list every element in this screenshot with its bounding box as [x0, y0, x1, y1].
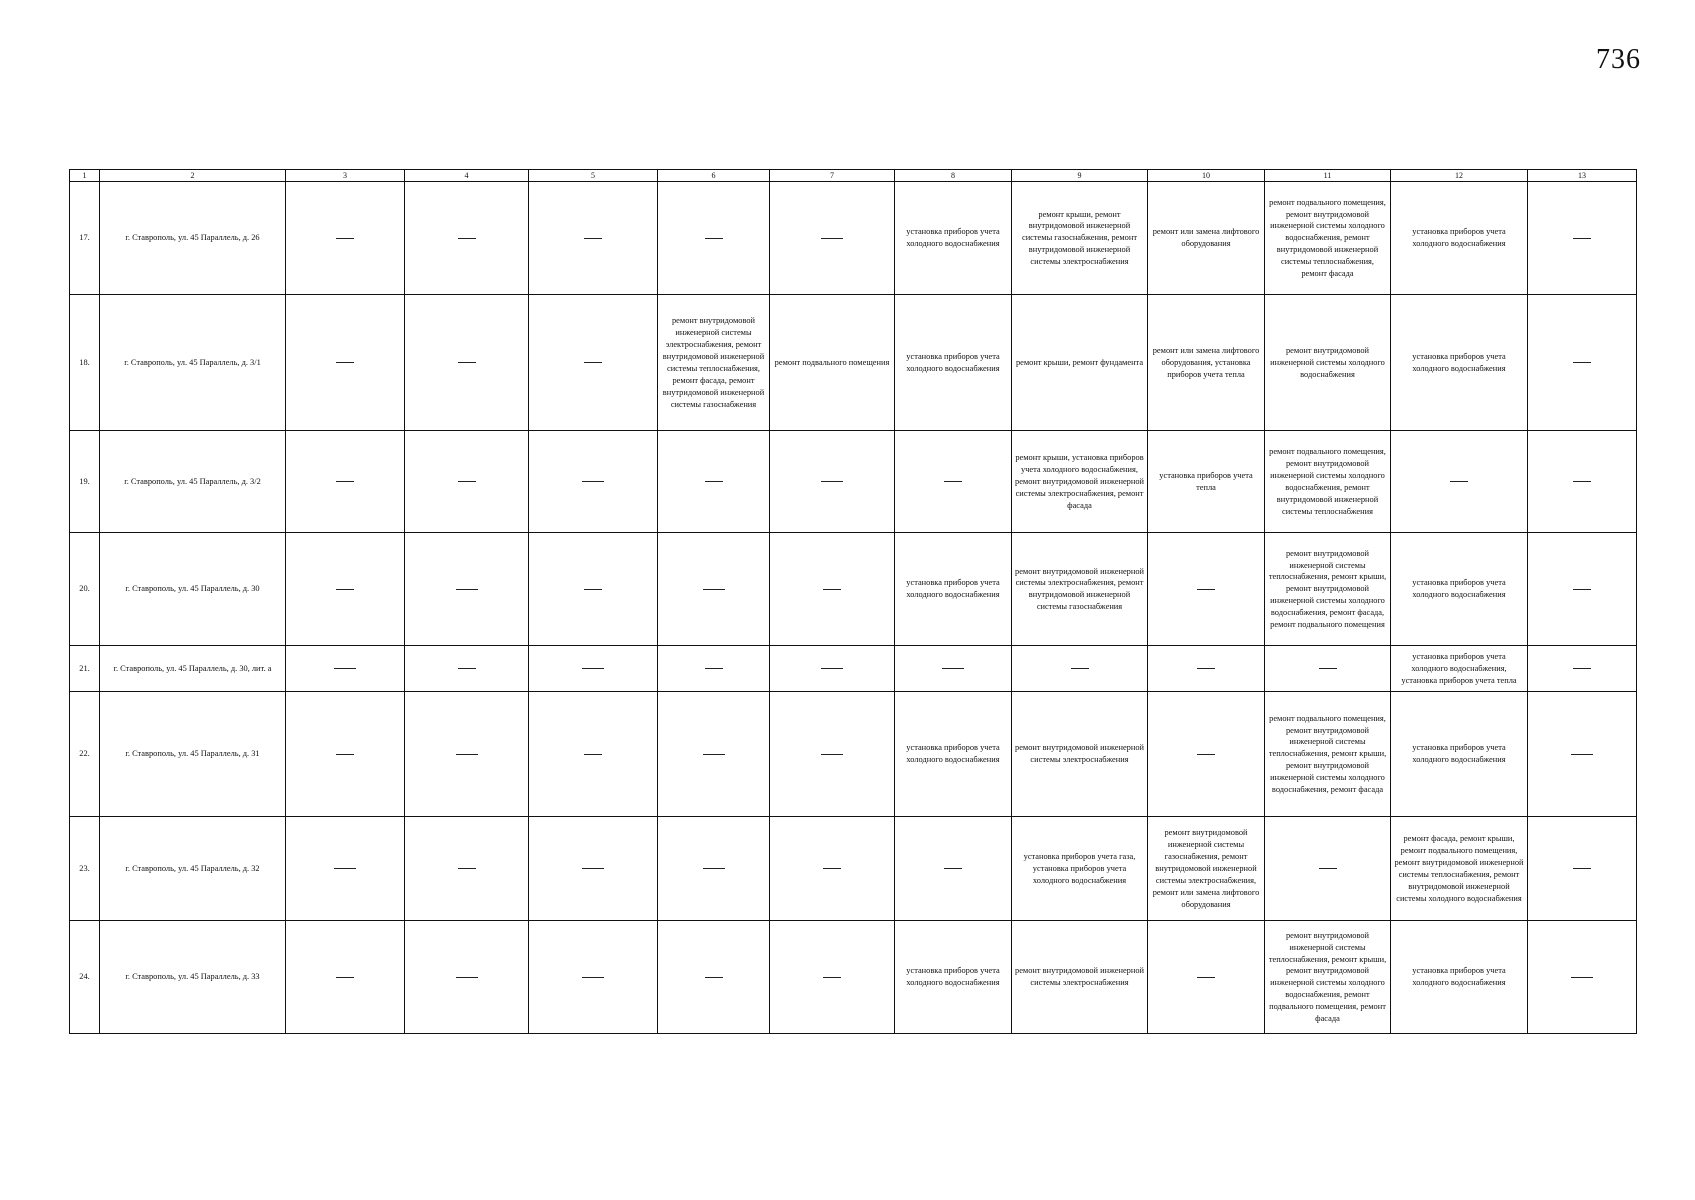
- empty-dash: [336, 754, 354, 755]
- row-number: 18.: [70, 295, 100, 431]
- work-cell-col-7: [770, 533, 895, 646]
- empty-dash: [334, 868, 356, 869]
- table-row: [70, 817, 1637, 921]
- work-cell-col-5: [529, 431, 658, 533]
- work-cell-col-5: [529, 921, 658, 1034]
- work-cell-col-6: [658, 533, 770, 646]
- work-cell-col-10: [1148, 817, 1265, 921]
- empty-dash: [458, 238, 476, 239]
- work-cell-col-12: [1391, 295, 1528, 431]
- work-cell-col-4: [405, 921, 529, 1034]
- empty-dash: [1319, 668, 1337, 669]
- work-cell-col-11: [1265, 533, 1391, 646]
- row-number: 21.: [70, 646, 100, 692]
- work-description: установка приборов учета холодного водоснабжения: [906, 578, 1000, 600]
- empty-dash: [584, 362, 602, 363]
- work-cell-col-5: [529, 646, 658, 692]
- work-cell-col-7: [770, 431, 895, 533]
- row-number: 19.: [70, 431, 100, 533]
- empty-dash: [1573, 668, 1591, 669]
- work-description: ремонт внутридомовой инженерной системы теплоснабжения, ремонт крыши, ремонт внутридомовой инженерной системы холодного водоснабжения, ремонт подвального помещения, ремонт фасада: [1268, 930, 1387, 1024]
- work-description: установка приборов учета тепла: [1159, 470, 1253, 492]
- empty-dash: [336, 238, 354, 239]
- work-description: ремонт внутридомовой инженерной системы электроснабжения: [1015, 743, 1145, 765]
- work-description: установка приборов учета холодного водоснабжения: [1412, 743, 1506, 765]
- empty-dash: [1573, 238, 1591, 239]
- empty-dash: [821, 668, 843, 669]
- work-cell-col-6: [658, 182, 770, 295]
- work-cell-col-6: [658, 817, 770, 921]
- work-cell-col-13: [1528, 921, 1637, 1034]
- work-cell-col-3: [286, 533, 405, 646]
- work-cell-col-9: [1012, 646, 1148, 692]
- table-row: [70, 431, 1637, 533]
- work-cell-col-5: [529, 817, 658, 921]
- work-cell-col-3: [286, 646, 405, 692]
- empty-dash: [944, 868, 962, 869]
- work-cell-col-4: [405, 533, 529, 646]
- column-number-9: 9: [1012, 170, 1148, 182]
- work-cell-col-13: [1528, 817, 1637, 921]
- work-cell-col-13: [1528, 692, 1637, 817]
- work-cell-col-3: [286, 182, 405, 295]
- work-description: ремонт крыши, ремонт внутридомовой инженерной системы газоснабжения, ремонт внутридомовой инженерной системы электроснабжения: [1021, 209, 1138, 267]
- building-address: г. Ставрополь, ул. 45 Параллель, д. 3/1: [100, 295, 286, 431]
- column-number-13: 13: [1528, 170, 1637, 182]
- work-cell-col-7: [770, 646, 895, 692]
- empty-dash: [942, 668, 964, 669]
- empty-dash: [1573, 362, 1591, 363]
- empty-dash: [1573, 589, 1591, 590]
- work-cell-col-4: [405, 646, 529, 692]
- work-cell-col-5: [529, 692, 658, 817]
- work-cell-col-11: [1265, 295, 1391, 431]
- work-cell-col-10: [1148, 921, 1265, 1034]
- work-cell-col-13: [1528, 533, 1637, 646]
- empty-dash: [584, 238, 602, 239]
- empty-dash: [944, 481, 962, 482]
- work-description: установка приборов учета холодного водоснабжения: [1412, 351, 1506, 373]
- work-description: ремонт или замена лифтового оборудования: [1152, 227, 1260, 249]
- work-description: ремонт крыши, установка приборов учета холодного водоснабжения, ремонт внутридомовой инженерной системы электроснабжения, ремонт фасада: [1015, 453, 1145, 510]
- work-cell-col-8: [895, 295, 1012, 431]
- empty-dash: [1197, 668, 1215, 669]
- empty-dash: [703, 754, 725, 755]
- work-cell-col-10: [1148, 646, 1265, 692]
- work-cell-col-8: [895, 182, 1012, 295]
- work-cell-col-4: [405, 431, 529, 533]
- empty-dash: [336, 481, 354, 482]
- work-cell-col-10: [1148, 431, 1265, 533]
- work-description: ремонт внутридомовой инженерной системы холодного водоснабжения: [1270, 345, 1385, 379]
- table-row: [70, 182, 1637, 295]
- work-description: установка приборов учета холодного водоснабжения: [906, 966, 1000, 988]
- work-cell-col-12: [1391, 921, 1528, 1034]
- building-address: г. Ставрополь, ул. 45 Параллель, д. 32: [100, 817, 286, 921]
- empty-dash: [703, 868, 725, 869]
- work-description: ремонт фасада, ремонт крыши, ремонт подвального помещения, ремонт внутридомовой инженерной системы теплоснабжения, ремонт внутридомовой инженерной системы холодного водоснабжения: [1394, 834, 1524, 903]
- empty-dash: [336, 589, 354, 590]
- table-row: [70, 921, 1637, 1034]
- work-cell-col-12: [1391, 182, 1528, 295]
- work-cell-col-7: [770, 921, 895, 1034]
- work-cell-col-5: [529, 295, 658, 431]
- work-cell-col-9: [1012, 431, 1148, 533]
- column-number-11: 11: [1265, 170, 1391, 182]
- work-cell-col-3: [286, 692, 405, 817]
- work-cell-col-12: [1391, 646, 1528, 692]
- empty-dash: [1319, 868, 1337, 869]
- empty-dash: [1573, 868, 1591, 869]
- table-row: [70, 692, 1637, 817]
- column-number-6: 6: [658, 170, 770, 182]
- empty-dash: [823, 868, 841, 869]
- building-address: г. Ставрополь, ул. 45 Параллель, д. 30, лит. а: [100, 646, 286, 692]
- building-address: г. Ставрополь, ул. 45 Параллель, д. 33: [100, 921, 286, 1034]
- work-cell-col-7: [770, 295, 895, 431]
- work-description: ремонт крыши, ремонт фундамента: [1015, 357, 1144, 367]
- capital-repair-table: [69, 169, 1637, 1034]
- empty-dash: [705, 668, 723, 669]
- empty-dash: [336, 977, 354, 978]
- work-cell-col-4: [405, 182, 529, 295]
- table-row: [70, 295, 1637, 431]
- work-cell-col-10: [1148, 692, 1265, 817]
- empty-dash: [821, 754, 843, 755]
- work-cell-col-3: [286, 431, 405, 533]
- work-cell-col-8: [895, 533, 1012, 646]
- column-number-3: 3: [286, 170, 405, 182]
- work-cell-col-12: [1391, 533, 1528, 646]
- work-description: ремонт внутридомовой инженерной системы газоснабжения, ремонт внутридомовой инженерной системы электроснабжения, ремонт или замена лифтового оборудования: [1152, 828, 1260, 909]
- empty-dash: [823, 977, 841, 978]
- work-cell-col-9: [1012, 692, 1148, 817]
- work-cell-col-11: [1265, 921, 1391, 1034]
- work-cell-col-3: [286, 817, 405, 921]
- work-description: ремонт внутридомовой инженерной системы электроснабжения, ремонт внутридомовой инженерной системы теплоснабжения, ремонт фасада, ремонт внутридомовой инженерной системы газоснабжения: [662, 316, 765, 409]
- work-description: ремонт или замена лифтового оборудования, установка приборов учета тепла: [1152, 345, 1260, 379]
- empty-dash: [1197, 977, 1215, 978]
- row-number: 23.: [70, 817, 100, 921]
- empty-dash: [821, 238, 843, 239]
- row-number: 22.: [70, 692, 100, 817]
- work-cell-col-8: [895, 646, 1012, 692]
- work-cell-col-4: [405, 817, 529, 921]
- work-cell-col-11: [1265, 817, 1391, 921]
- work-description: установка приборов учета холодного водоснабжения: [1412, 227, 1506, 249]
- column-number-5: 5: [529, 170, 658, 182]
- work-description: ремонт внутридомовой инженерной системы теплоснабжения, ремонт крыши, ремонт внутридомовой инженерной системы холодного водоснабжения, ремонт фасада, ремонт подвального помещения: [1268, 548, 1387, 630]
- empty-dash: [584, 589, 602, 590]
- work-cell-col-12: [1391, 431, 1528, 533]
- work-description: установка приборов учета холодного водоснабжения: [906, 227, 1000, 249]
- work-cell-col-6: [658, 295, 770, 431]
- empty-dash: [334, 668, 356, 669]
- work-cell-col-10: [1148, 533, 1265, 646]
- work-cell-col-8: [895, 921, 1012, 1034]
- work-cell-col-3: [286, 921, 405, 1034]
- empty-dash: [705, 977, 723, 978]
- work-cell-col-6: [658, 646, 770, 692]
- column-number-1: 1: [70, 170, 100, 182]
- work-cell-col-10: [1148, 295, 1265, 431]
- work-cell-col-7: [770, 692, 895, 817]
- empty-dash: [582, 481, 604, 482]
- work-cell-col-7: [770, 817, 895, 921]
- work-cell-col-10: [1148, 182, 1265, 295]
- work-cell-col-11: [1265, 646, 1391, 692]
- empty-dash: [705, 481, 723, 482]
- work-cell-col-9: [1012, 817, 1148, 921]
- column-number-2: 2: [100, 170, 286, 182]
- work-cell-col-8: [895, 817, 1012, 921]
- empty-dash: [705, 238, 723, 239]
- work-description: установка приборов учета газа, установка приборов учета холодного водоснабжения: [1023, 851, 1136, 885]
- work-cell-col-11: [1265, 182, 1391, 295]
- work-cell-col-11: [1265, 431, 1391, 533]
- work-description: ремонт подвального помещения: [774, 357, 890, 367]
- building-address: г. Ставрополь, ул. 45 Параллель, д. 3/2: [100, 431, 286, 533]
- empty-dash: [1571, 977, 1593, 978]
- work-cell-col-12: [1391, 817, 1528, 921]
- work-description: установка приборов учета холодного водоснабжения: [906, 351, 1000, 373]
- empty-dash: [458, 481, 476, 482]
- empty-dash: [584, 754, 602, 755]
- empty-dash: [582, 668, 604, 669]
- row-number: 20.: [70, 533, 100, 646]
- column-number-4: 4: [405, 170, 529, 182]
- empty-dash: [703, 589, 725, 590]
- work-cell-col-8: [895, 431, 1012, 533]
- work-description: ремонт подвального помещения, ремонт внутридомовой инженерной системы теплоснабжения, ремонт крыши, ремонт внутридомовой инженерной системы холодного водоснабжения, ремонт фасада: [1268, 713, 1387, 795]
- table-row: [70, 533, 1637, 646]
- work-cell-col-13: [1528, 182, 1637, 295]
- work-description: установка приборов учета холодного водоснабжения, установка приборов учета тепла: [1401, 651, 1517, 685]
- empty-dash: [458, 668, 476, 669]
- empty-dash: [821, 481, 843, 482]
- work-cell-col-4: [405, 692, 529, 817]
- work-cell-col-4: [405, 295, 529, 431]
- work-cell-col-11: [1265, 692, 1391, 817]
- empty-dash: [1573, 481, 1591, 482]
- empty-dash: [582, 977, 604, 978]
- empty-dash: [456, 977, 478, 978]
- work-cell-col-13: [1528, 431, 1637, 533]
- column-number-row: [70, 170, 1637, 182]
- empty-dash: [458, 362, 476, 363]
- work-description: ремонт внутридомовой инженерной системы электроснабжения: [1015, 966, 1145, 988]
- work-cell-col-3: [286, 295, 405, 431]
- empty-dash: [1197, 589, 1215, 590]
- column-number-7: 7: [770, 170, 895, 182]
- empty-dash: [336, 362, 354, 363]
- work-cell-col-9: [1012, 921, 1148, 1034]
- work-description: установка приборов учета холодного водоснабжения: [1412, 578, 1506, 600]
- work-cell-col-9: [1012, 533, 1148, 646]
- empty-dash: [1197, 754, 1215, 755]
- empty-dash: [1071, 668, 1089, 669]
- work-description: ремонт подвального помещения, ремонт внутридомовой инженерной системы холодного водоснабжения, ремонт внутридомовой инженерной системы теплоснабжения, ремонт фасада: [1269, 197, 1386, 279]
- work-cell-col-9: [1012, 295, 1148, 431]
- work-description: установка приборов учета холодного водоснабжения: [1412, 966, 1506, 988]
- table-row: [70, 646, 1637, 692]
- empty-dash: [458, 868, 476, 869]
- work-cell-col-7: [770, 182, 895, 295]
- empty-dash: [1450, 481, 1468, 482]
- building-address: г. Ставрополь, ул. 45 Параллель, д. 31: [100, 692, 286, 817]
- work-cell-col-9: [1012, 182, 1148, 295]
- work-cell-col-5: [529, 533, 658, 646]
- column-number-12: 12: [1391, 170, 1528, 182]
- empty-dash: [823, 589, 841, 590]
- row-number: 17.: [70, 182, 100, 295]
- work-description: установка приборов учета холодного водоснабжения: [906, 743, 1000, 765]
- page-number: 736: [1596, 44, 1641, 75]
- work-cell-col-13: [1528, 646, 1637, 692]
- column-number-8: 8: [895, 170, 1012, 182]
- work-cell-col-6: [658, 692, 770, 817]
- column-number-10: 10: [1148, 170, 1265, 182]
- row-number: 24.: [70, 921, 100, 1034]
- work-description: ремонт внутридомовой инженерной системы электроснабжения, ремонт внутридомовой инженерной системы газоснабжения: [1015, 566, 1145, 612]
- empty-dash: [1571, 754, 1593, 755]
- empty-dash: [456, 589, 478, 590]
- work-cell-col-8: [895, 692, 1012, 817]
- building-address: г. Ставрополь, ул. 45 Параллель, д. 30: [100, 533, 286, 646]
- work-cell-col-12: [1391, 692, 1528, 817]
- work-cell-col-6: [658, 921, 770, 1034]
- empty-dash: [456, 754, 478, 755]
- work-cell-col-5: [529, 182, 658, 295]
- empty-dash: [582, 868, 604, 869]
- work-cell-col-6: [658, 431, 770, 533]
- work-description: ремонт подвального помещения, ремонт внутридомовой инженерной системы холодного водоснабжения, ремонт внутридомовой инженерной системы теплоснабжения: [1269, 447, 1386, 516]
- work-cell-col-13: [1528, 295, 1637, 431]
- building-address: г. Ставрополь, ул. 45 Параллель, д. 26: [100, 182, 286, 295]
